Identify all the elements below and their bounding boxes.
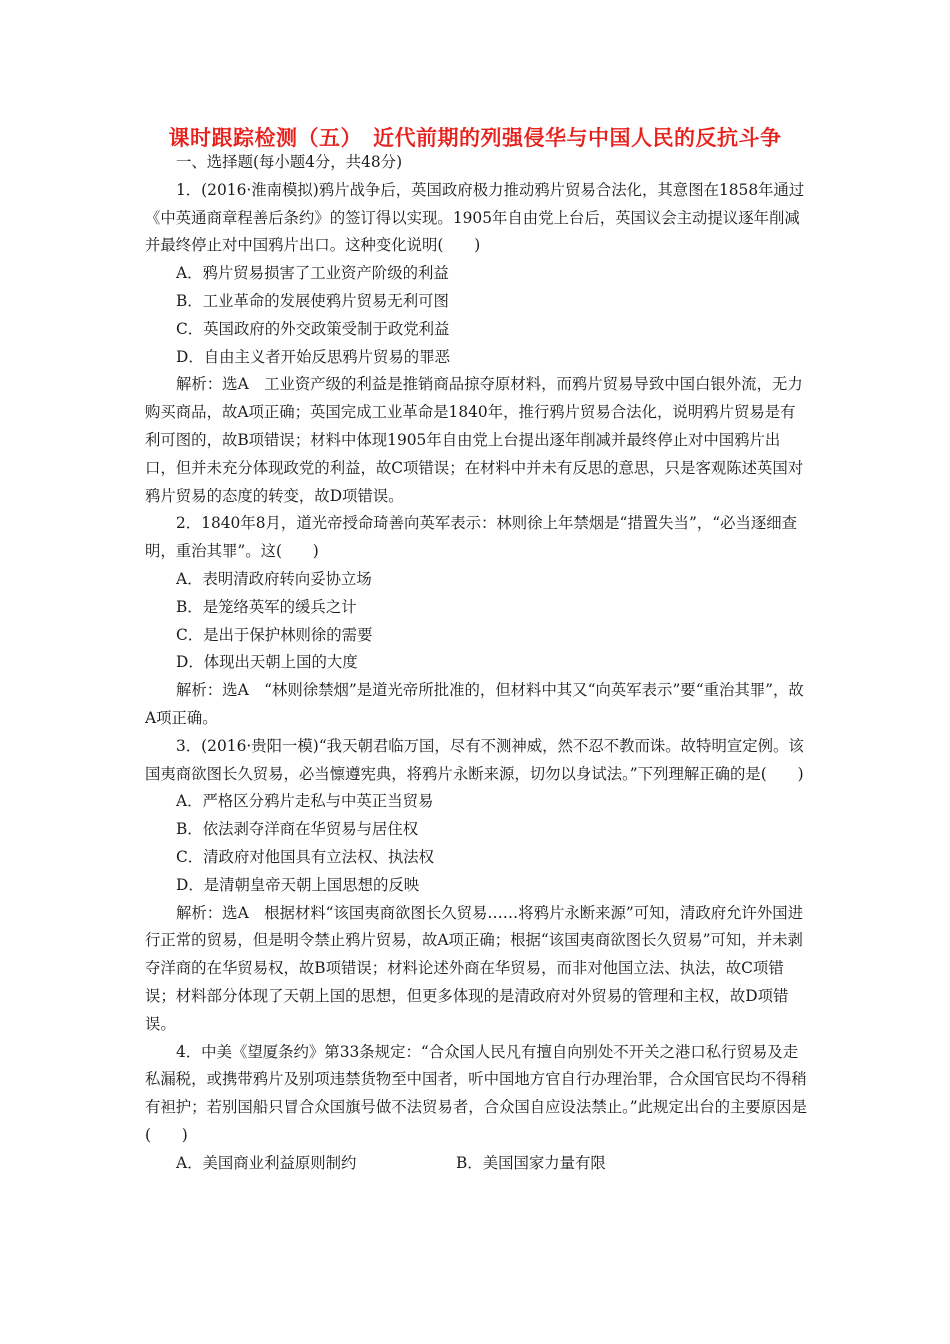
- question-2-option-b: B．是笼络英军的缓兵之计: [176, 597, 357, 616]
- question-2-stem: 2．1840年8月，道光帝授命琦善向英军表示：林则徐上年禁烟是“措置失当”，“必当逐细查明，重治其罪”。这( ): [145, 514, 798, 561]
- section-heading: 一、选择题(每小题4分，共48分): [176, 153, 403, 171]
- question-4-option-a: A．美国商业利益原则制约: [176, 1153, 357, 1172]
- page-title: 课时跟踪检测（五） 近代前期的列强侵华与中国人民的反抗斗争: [168, 126, 782, 150]
- question-3-stem: 3．(2016·贵阳一模)“我天朝君临万国，尽有不测神威，然不忍不教而诛。故特明宣定例。该国夷商欲图长久贸易，必当懔遵宪典，将鸦片永断来源，切勿以身试法。”下列理解正确的是( ): [145, 736, 804, 783]
- question-3-analysis: 解析：选A 根据材料“该国夷商欲图长久贸易……将鸦片永断来源”可知，清政府允许外国进行正常的贸易，但是明令禁止鸦片贸易，故A项正确；根据“该国夷商欲图长久贸易”可知，并未剥夺洋商的在华贸易权，故B项错误；材料论述外商在华贸易，而非对他国立法、执法，故C项错误；材料部分体现了天朝上国的思想，但更多体现的是清政府对外贸易的管理和主权，故D项错误。: [145, 903, 804, 1033]
- question-2-option-c: C．是出于保护林则徐的需要: [176, 625, 373, 644]
- question-1-option-b: B．工业革命的发展使鸦片贸易无利可图: [176, 291, 449, 310]
- question-3-option-d: D．是清朝皇帝天朝上国思想的反映: [176, 875, 420, 894]
- question-4-options-row: [145, 1150, 810, 1178]
- question-1-option-a: A．鸦片贸易损害了工业资产阶级的利益: [176, 264, 449, 283]
- question-3-option-b: B．依法剥夺洋商在华贸易与居住权: [176, 820, 419, 839]
- question-2-option-a: A．表明清政府转向妥协立场: [176, 569, 372, 588]
- question-1-option-d: D．自由主义者开始反思鸦片贸易的罪恶: [176, 347, 450, 366]
- question-1-analysis: 解析：选A 工业资产级的利益是推销商品掠夺原材料，而鸦片贸易导致中国白银外流，无力购买商品，故A项正确；英国完成工业革命是1840年，推行鸦片贸易合法化，说明鸦片贸易是有利可图的，故B项错误；材料中体现1905年自由党上台提出逐年削减并最终停止对中国鸦片出口，但并未充分体现政党的利益，故C项错误；在材料中并未有反思的意思，只是客观陈述英国对鸦片贸易的态度的转变，故D项错误。: [145, 375, 804, 505]
- question-1-option-c: C．英国政府的外交政策受制于政党利益: [176, 319, 450, 338]
- question-2-option-d: D．体现出天朝上国的大度: [176, 653, 358, 672]
- question-3-option-a: A．严格区分鸦片走私与中英正当贸易: [176, 792, 434, 811]
- question-2-analysis: 解析：选A “林则徐禁烟”是道光帝所批准的，但材料中其又“向英军表示”要“重治其罪”，故A项正确。: [145, 681, 804, 727]
- question-1-stem: 1．(2016·淮南模拟)鸦片战争后，英国政府极力推动鸦片贸易合法化，其意图在1858年通过《中英通商章程善后条约》的签订得以实现。1905年自由党上台后，英国议会主动提议逐年削减并最终停止对中国鸦片出口。这种变化说明( ): [145, 180, 805, 255]
- question-3-option-c: C．清政府对他国具有立法权、执法权: [176, 847, 435, 866]
- question-4-option-b: B．美国国家力量有限: [456, 1153, 606, 1172]
- question-4-stem: 4．中美《望厦条约》第33条规定：“合众国人民凡有擅自向别处不开关之港口私行贸易及走私漏税，或携带鸦片及别项违禁货物至中国者，听中国地方官自行办理治罪，合众国官民均不得稍有袒护；若别国船只冒合众国旗号做不法贸易者，合众国自应设法禁止。”此规定出台的主要原因是( ): [145, 1042, 807, 1144]
- document-body: [145, 149, 810, 1177]
